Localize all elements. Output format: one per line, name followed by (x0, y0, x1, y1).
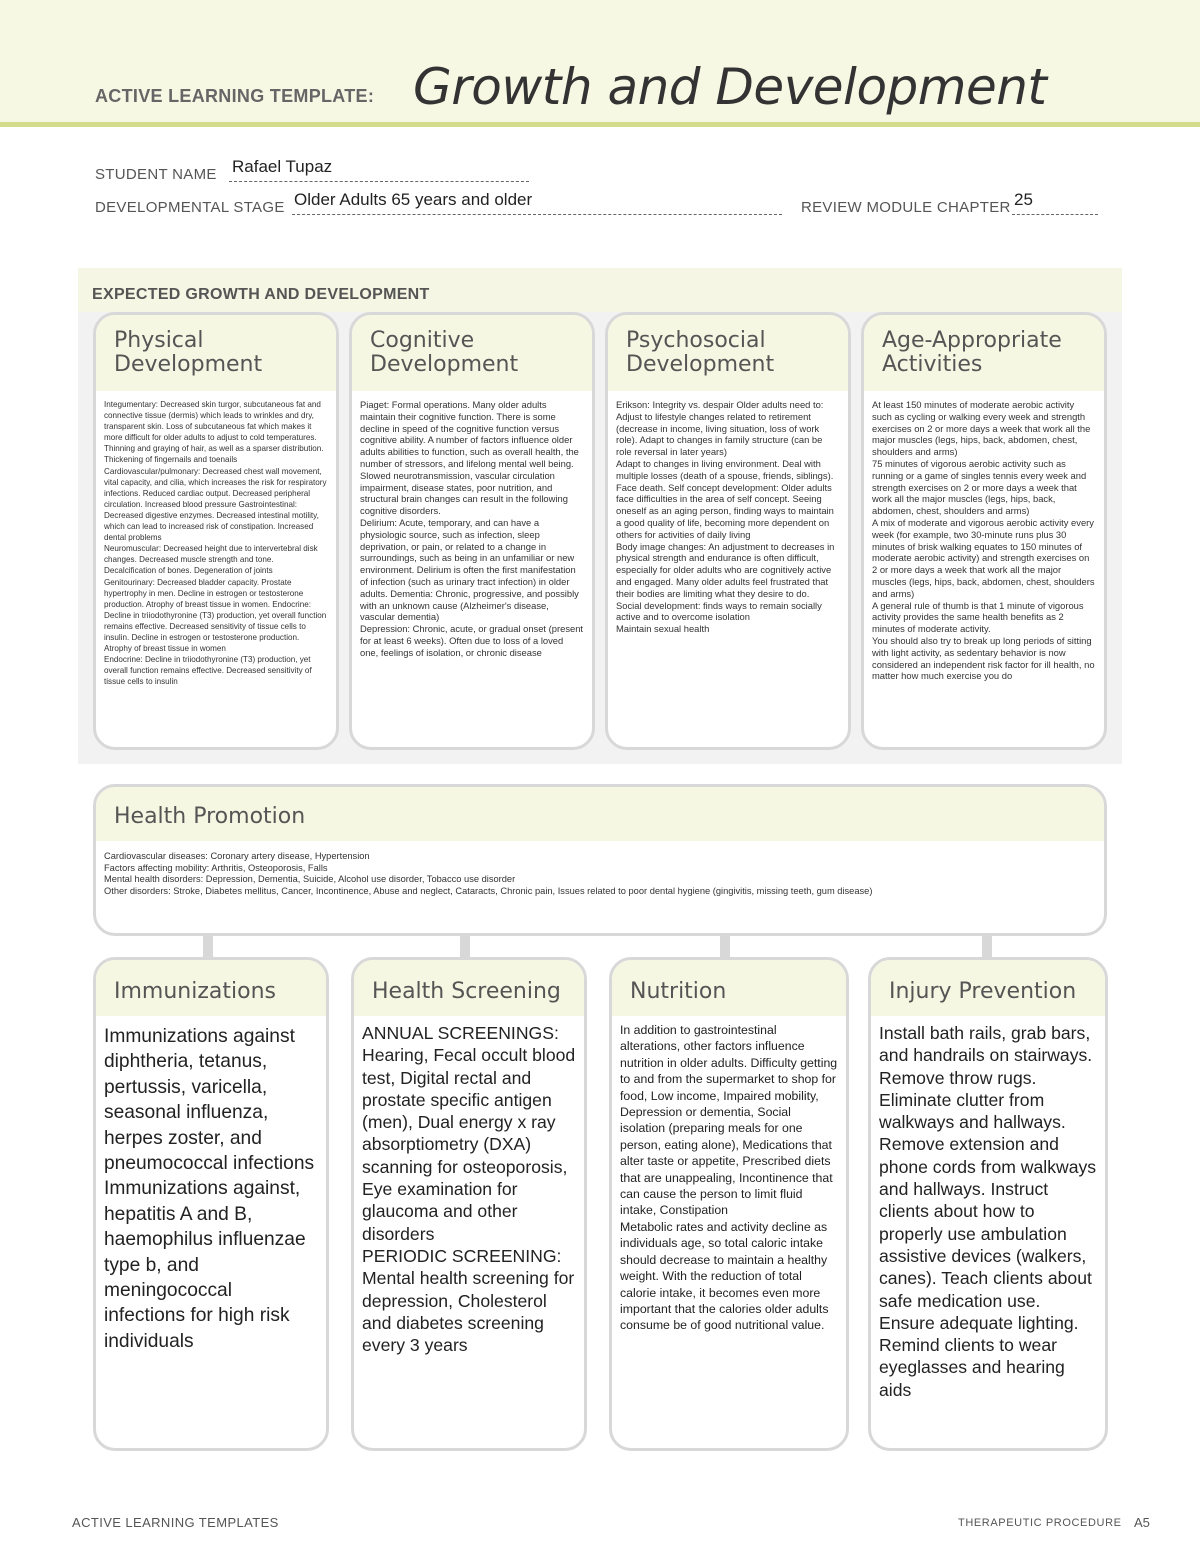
physical-development-text[interactable]: Integumentary: Decreased skin turgor, subcutaneous fat and connective tissue (dermis) which leads to wrinkles and dry, transparent skin. Loss of subcutaneous fat which makes it more difficult for older adults to adjust to cold temperatures. Thinning and graying of hair, as well as a sparser distribution. Thickening of fingernails and toenails Cardiovascular/pulmonary: Decreased chest wall movement, vital capacity, and cilia, which increases the risk for respiratory infections. Reduced cardiac output. Decreased peripheral circulation. Increased blood pressure Gastrointestinal: Decreased digestive enzymes. Decreased intestinal motility, which can lead to increased risk of constipation. Increased dental problems Neuromuscular: Decreased height due to intervertebral disk changes. Decreased muscle strength and tone. Decalcification of bones. Degeneration of joints Genitourinary: Decreased bladder capacity. Prostate hypertrophy in men. Decline in estrogen or testosterone production. Atrophy of breast tissue in women. Endocrine: Decline in triiodothyronine (T3) production, yet overall function remains effective. Decreased sensitivity of tissue cells to insulin. Decline in estrogen or testosterone production. Atrophy of breast tissue in women Endocrine: Decline in triiodothyronine (T3) production, yet overall function remains effective. Decreased sensitivity of tissue cells to insulin (104, 400, 327, 687)
connector (460, 936, 470, 958)
nutrition-text[interactable]: In addition to gastrointestinal alterations, other factors influence nutrition in older adults. Difficulty getting to and from the supermarket to shop for food, Low income, Impaired mobility, Depression or dementia, Social isolation (preparing meals for one person, eating alone), Medications that alter taste or appetite, Prescribed diets that are unappealing, Incontinence that can cause the person to limit fluid intake, Constipation Metabolic rates and activity decline as individuals age, so total caloric intake should decrease to maintain a healthy weight. With the reduction of total calorie intake, it becomes even more important that the calories older adults consume be of good nutritional value. (620, 1023, 838, 1333)
stage-label: DEVELOPMENTAL STAGE (95, 199, 285, 216)
student-name-value: Rafael Tupaz (232, 157, 333, 176)
connector (720, 936, 730, 958)
student-name-label: STUDENT NAME (95, 166, 217, 183)
health-promotion-text[interactable] (96, 841, 1104, 897)
injury-prevention-header (871, 960, 1105, 1016)
activities-title-line1: Age-Appropriate (882, 328, 1062, 353)
cognitive-title-line2: Development (370, 352, 519, 377)
health-screening-text[interactable]: ANNUAL SCREENINGS: Hearing, Fecal occult blood test, Digital rectal and prostate specific antigen (men), Dual energy x ray absorptiometry (DXA) scanning for osteoporosis, Eye examination for glaucoma and other disorders PERIODIC SCREENING: Mental health screening for depression, Cholesterol and diabetes screening every 3 years (362, 1023, 576, 1356)
health-screening-title: Health Screening (372, 979, 561, 1004)
immunizations-title: Immunizations (114, 979, 276, 1004)
cognitive-development-text[interactable]: Piaget: Formal operations. Many older adults maintain their cognitive function. There is some decline in speed of the cognitive function versus cognitive ability. A number of factors influence older adults abilities to function, such as overall health, the number of stressors, and lifelong mental well being. Slowed neurotransmission, vascular circulation impairment, disease states, poor nutrition, and structural brain changes can result in the following cognitive disorders. Delirium: Acute, temporary, and can have a physiologic source, such as infection, sleep deprivation, or pain, or related to a change in surroundings, such as being in an unfamiliar or new environment. Delirium is often the first manifestation of infection (such as urinary tract infection) in older adults. Dementia: Chronic, progressive, and possibly with an unknown cause (Alzheimer's disease, vascular dementia) Depression: Chronic, acute, or gradual onset (present for at least 6 weeks). Often due to loss of a loved one, feelings of isolation, or chronic disease (360, 399, 584, 658)
page-title: Growth and Development (413, 58, 1047, 116)
injury-prevention-card (868, 957, 1108, 1451)
cognitive-development-card (349, 312, 595, 750)
health-promotion-header (96, 787, 1104, 841)
psychosocial-development-card (605, 312, 851, 750)
health-screening-card (351, 957, 587, 1451)
psychosocial-development-text[interactable]: Erikson: Integrity vs. despair Older adults need to: Adjust to lifestyle changes related to retirement (decrease in income, living situation, loss of work role). Adapt to changes in family structure (can be role reversal in later years) Adapt to changes in living environment. Deal with multiple losses (death of a spouse, friends, siblings). Face death. Self concept development: Older adults face difficulties in the area of self concept. Seeing oneself as an aging person, finding ways to maintain a good quality of life, becoming more dependent on others for activities of daily living Body image changes: An adjustment to decreases in physical strength and endurance is often difficult, especially for older adults who are cognitively active and engaged. Many older adults feel frustrated that their bodies are limiting what they desire to do. Social development: finds ways to remain socially active and to overcome isolation Maintain sexual health (616, 399, 835, 635)
physical-development-card (93, 312, 339, 750)
nutrition-card (609, 957, 849, 1451)
physical-title-line2: Development (114, 352, 263, 377)
physical-card-header (96, 315, 336, 391)
nutrition-header (612, 960, 846, 1016)
footer-template-name: ACTIVE LEARNING TEMPLATES (72, 1515, 279, 1530)
footer-procedure: THERAPEUTIC PROCEDURE (958, 1517, 1122, 1529)
connector (203, 936, 213, 958)
psychosocial-card-header (608, 315, 848, 391)
health-promotion-line: Mental health disorders: Depression, Dementia, Suicide, Alcohol use disorder, Tobacco use disorder (104, 874, 516, 884)
chapter-label: REVIEW MODULE CHAPTER (801, 199, 1011, 216)
health-screening-header (354, 960, 584, 1016)
health-promotion-line: Factors affecting mobility: Arthritis, Osteoporosis, Falls (104, 862, 328, 873)
activities-text[interactable]: At least 150 minutes of moderate aerobic activity such as cycling or walking every week and strength exercises on 2 or more days a week that work all the major muscles (legs, hips, back, abdomen, chest, shoulders and arms) 75 minutes of vigorous aerobic activity such as running or a game of singles tennis every week and strength exercises on 2 or more days a week that work all the major muscles (legs, hips, back, abdomen, chest, shoulders and arms) A mix of moderate and vigorous aerobic activity every week (for example, two 30-minute runs plus 30 minutes of brisk walking equates to 150 minutes of moderate aerobic activity) and strength exercises on 2 or more days a week that work all the major muscles (legs, hips, back, abdomen, chest, shoulders and arms) A general rule of thumb is that 1 minute of vigorous activity provides the same health benefits as 2 minutes of moderate activity. You should also try to break up long periods of sitting with light activity, as sedentary behavior is now considered an independent risk factor for ill health, no matter how much exercise you do (872, 399, 1095, 682)
health-promotion-title: Health Promotion (114, 804, 306, 829)
activities-title-line2: Activities (882, 352, 983, 377)
immunizations-card (93, 957, 329, 1451)
health-promotion-line: Other disorders: Stroke, Diabetes mellitus, Cancer, Incontinence, Abuse and neglect, Cataracts, Chronic pain, Issues related to poor dental hygiene (gingivitis, missing teeth, gum disease) (104, 885, 873, 896)
header-underline (0, 122, 1200, 127)
activities-card-header (864, 315, 1104, 391)
nutrition-title: Nutrition (630, 979, 727, 1004)
injury-prevention-text[interactable]: Install bath rails, grab bars, and handrails on stairways. Remove throw rugs. Eliminate clutter from walkways and hallways. Remove extension and phone cords from walkways and hallways. Instruct clients about how to properly use ambulation assistive devices (walkers, canes). Teach clients about safe medication use. Ensure adequate lighting. Remind clients to wear eyeglasses and hearing aids (879, 1023, 1097, 1400)
expected-section-title: EXPECTED GROWTH AND DEVELOPMENT (92, 286, 430, 303)
health-promotion-line: Cardiovascular diseases: Coronary artery disease, Hypertension (104, 851, 370, 861)
connector (982, 936, 992, 958)
physical-title-line1: Physical (114, 328, 204, 353)
immunizations-text[interactable]: Immunizations against diphtheria, tetanus, pertussis, varicella, seasonal influenza, herpes zoster, and pneumococcal infections Immunizations against, hepatitis A and B, haemophilus influenzae type b, and meningococcal infections for high risk individuals (104, 1026, 315, 1352)
age-appropriate-activities-card (861, 312, 1107, 750)
psychosocial-title-line1: Psychosocial (626, 328, 766, 353)
stage-value: Older Adults 65 years and older (294, 190, 533, 209)
cognitive-title-line1: Cognitive (370, 328, 475, 353)
immunizations-header (96, 960, 326, 1016)
chapter-value: 25 (1014, 190, 1033, 209)
footer-page-number: A5 (1134, 1515, 1150, 1530)
health-promotion-card (93, 784, 1107, 936)
cognitive-card-header (352, 315, 592, 391)
template-label: ACTIVE LEARNING TEMPLATE: (95, 86, 375, 106)
psychosocial-title-line2: Development (626, 352, 775, 377)
injury-prevention-title: Injury Prevention (889, 979, 1077, 1004)
